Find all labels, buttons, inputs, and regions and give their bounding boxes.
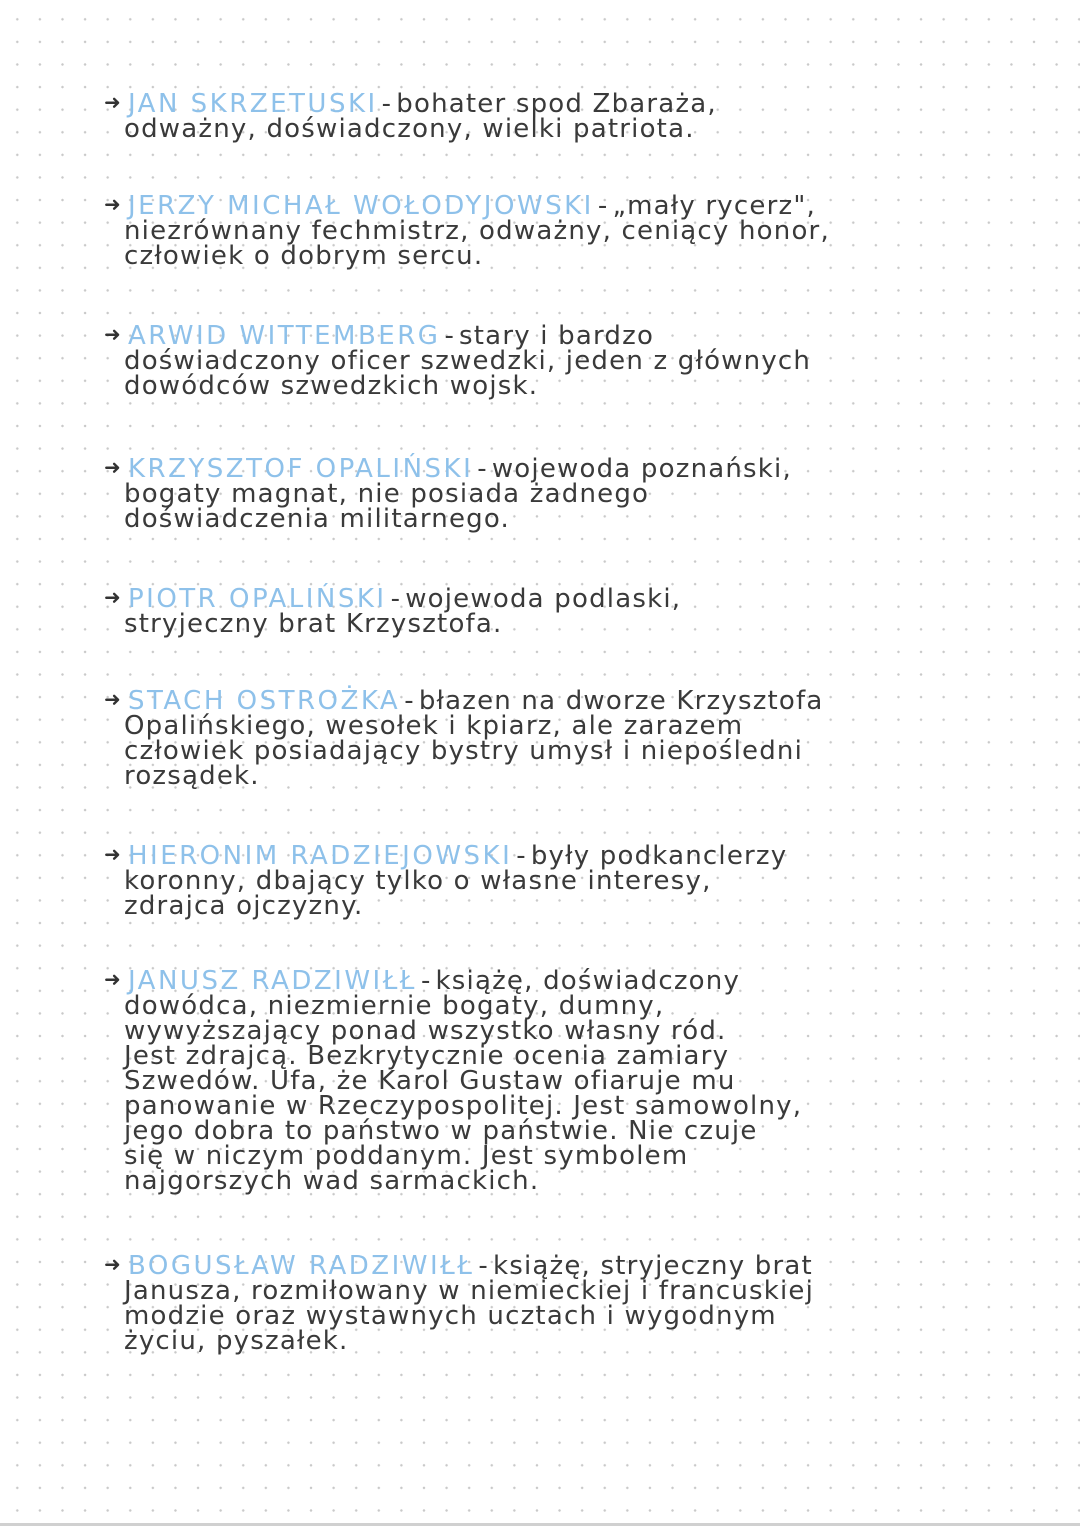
character-name: HIERONIM RADZIEJOWSKI: [127, 841, 513, 871]
description-line: „mały rycerz",: [612, 191, 816, 221]
description-line: były podkanclerzy: [530, 841, 788, 871]
arrow-right-icon: ➜: [104, 1252, 122, 1276]
description-line: Szwedów. Ufa, że Karol Gustaw ofiaruje mu: [124, 1066, 736, 1096]
description-line: modzie oraz wystawnych ucztach i wygodnym: [124, 1301, 777, 1331]
character-name: JERZY MICHAŁ WOŁODYJOWSKI: [127, 191, 594, 221]
character-entry: ➜ JERZY MICHAŁ WOŁODYJOWSKI - „mały rycerz", niezrównany fechmistrz, odważny, ceniący honor, człowiek o dobrym sercu.: [104, 192, 1009, 269]
description-line: wojewoda podlaski,: [405, 584, 682, 614]
description-line: niezrównany fechmistrz, odważny, ceniący honor,: [124, 216, 830, 246]
description-line: najgorszych wad sarmackich.: [124, 1166, 540, 1196]
character-name: KRZYSZTOF OPALIŃSKI: [127, 454, 474, 484]
description-line: doświadczenia militarnego.: [124, 504, 510, 534]
character-name: JAN SKRZETUSKI: [127, 89, 378, 119]
description-line: Opalińskiego, wesołek i kpiarz, ale zarazem: [124, 711, 744, 741]
description-line: życiu, pyszałek.: [124, 1326, 349, 1356]
description-line: panowanie w Rzeczypospolitej. Jest samowolny,: [124, 1091, 803, 1121]
description-line: Jest zdrajcą. Bezkrytycznie ocenia zamiary: [124, 1041, 730, 1071]
character-name: ARWID WITTEMBERG: [127, 321, 441, 351]
description-line: doświadczony oficer szwedzki, jeden z głównych: [124, 346, 812, 376]
character-name: PIOTR OPALIŃSKI: [127, 584, 387, 614]
description-line: książę, stryjeczny brat: [492, 1251, 813, 1281]
arrow-right-icon: ➜: [104, 455, 122, 479]
arrow-right-icon: ➜: [104, 585, 122, 609]
description-line: wywyższający ponad wszystko własny ród.: [124, 1016, 727, 1046]
character-entry: ➜ PIOTR OPALIŃSKI - wojewoda podlaski, stryjeczny brat Krzysztofa.: [104, 585, 1009, 637]
description-line: człowiek posiadający bystry umysł i niepośledni: [124, 736, 804, 766]
character-name: STACH OSTROŻKA: [127, 686, 401, 716]
arrow-right-icon: ➜: [104, 192, 122, 216]
description-line: koronny, dbający tylko o własne interesy,: [124, 866, 712, 896]
description-line: rozsądek.: [124, 761, 260, 791]
arrow-right-icon: ➜: [104, 687, 122, 711]
description-line: dowódca, niezmiernie bogaty, dumny,: [124, 991, 665, 1021]
description-line: zdrajca ojczyzny.: [124, 891, 364, 921]
character-entry: ➜ JANUSZ RADZIWIŁŁ - książę, doświadczony dowódca, niezmiernie bogaty, dumny, wywyższający ponad wszystko własny ród. Jest zdrajcą. Bezkrytycznie ocenia zamiary Szwedów. Ufa, że Karol Gustaw ofiaruje mu panowanie w Rzeczypospolitej. Jest samowolny, jego dobra to państwo w państwie. Nie czuje się w niczym poddanym. Jest symbolem najgorszych wad sarmackich.: [104, 967, 1009, 1194]
character-entry: ➜ ARWID WITTEMBERG - stary i bardzo doświadczony oficer szwedzki, jeden z głównych dowódców szwedzkich wojsk.: [104, 322, 1009, 399]
description-line: się w niczym poddanym. Jest symbolem: [124, 1141, 689, 1171]
arrow-right-icon: ➜: [104, 842, 122, 866]
character-entry: ➜ JAN SKRZETUSKI - bohater spod Zbaraża, odważny, doświadczony, wielki patriota.: [104, 90, 1009, 142]
character-entry: ➜ KRZYSZTOF OPALIŃSKI - wojewoda poznański, bogaty magnat, nie posiada żadnego doświadczenia militarnego.: [104, 455, 1009, 532]
description-line: człowiek o dobrym sercu.: [124, 241, 484, 271]
description-line: wojewoda poznański,: [491, 454, 792, 484]
description-line: błazen na dworze Krzysztofa: [418, 686, 824, 716]
description-line: bohater spod Zbaraża,: [396, 89, 717, 119]
description-line: bogaty magnat, nie posiada żadnego: [124, 479, 650, 509]
description-line: stryjeczny brat Krzysztofa.: [124, 609, 503, 639]
arrow-right-icon: ➜: [104, 90, 122, 114]
character-name: JANUSZ RADZIWIŁŁ: [127, 966, 417, 996]
description-line: odważny, doświadczony, wielki patriota.: [124, 114, 695, 144]
description-line: stary i bardzo: [459, 321, 655, 351]
arrow-right-icon: ➜: [104, 322, 122, 346]
character-entry: ➜ HIERONIM RADZIEJOWSKI - były podkanclerzy koronny, dbający tylko o własne interesy, zdrajca ojczyzny.: [104, 842, 1009, 919]
character-entry: ➜ BOGUSŁAW RADZIWIŁŁ - książę, stryjeczny brat Janusza, rozmiłowany w niemieckiej i francuskiej modzie oraz wystawnych ucztach i wygodnym życiu, pyszałek.: [104, 1252, 1009, 1354]
character-name: BOGUSŁAW RADZIWIŁŁ: [127, 1251, 475, 1281]
description-line: Janusza, rozmiłowany w niemieckiej i francuskiej: [124, 1276, 815, 1306]
description-line: książę, doświadczony: [435, 966, 741, 996]
character-entry: ➜ STACH OSTROŻKA - błazen na dworze Krzysztofa Opalińskiego, wesołek i kpiarz, ale zarazem człowiek posiadający bystry umysł i niepośledni rozsądek.: [104, 687, 1009, 789]
description-line: dowódców szwedzkich wojsk.: [124, 371, 539, 401]
description-line: jego dobra to państwo w państwie. Nie czuje: [124, 1116, 758, 1146]
arrow-right-icon: ➜: [104, 967, 122, 991]
